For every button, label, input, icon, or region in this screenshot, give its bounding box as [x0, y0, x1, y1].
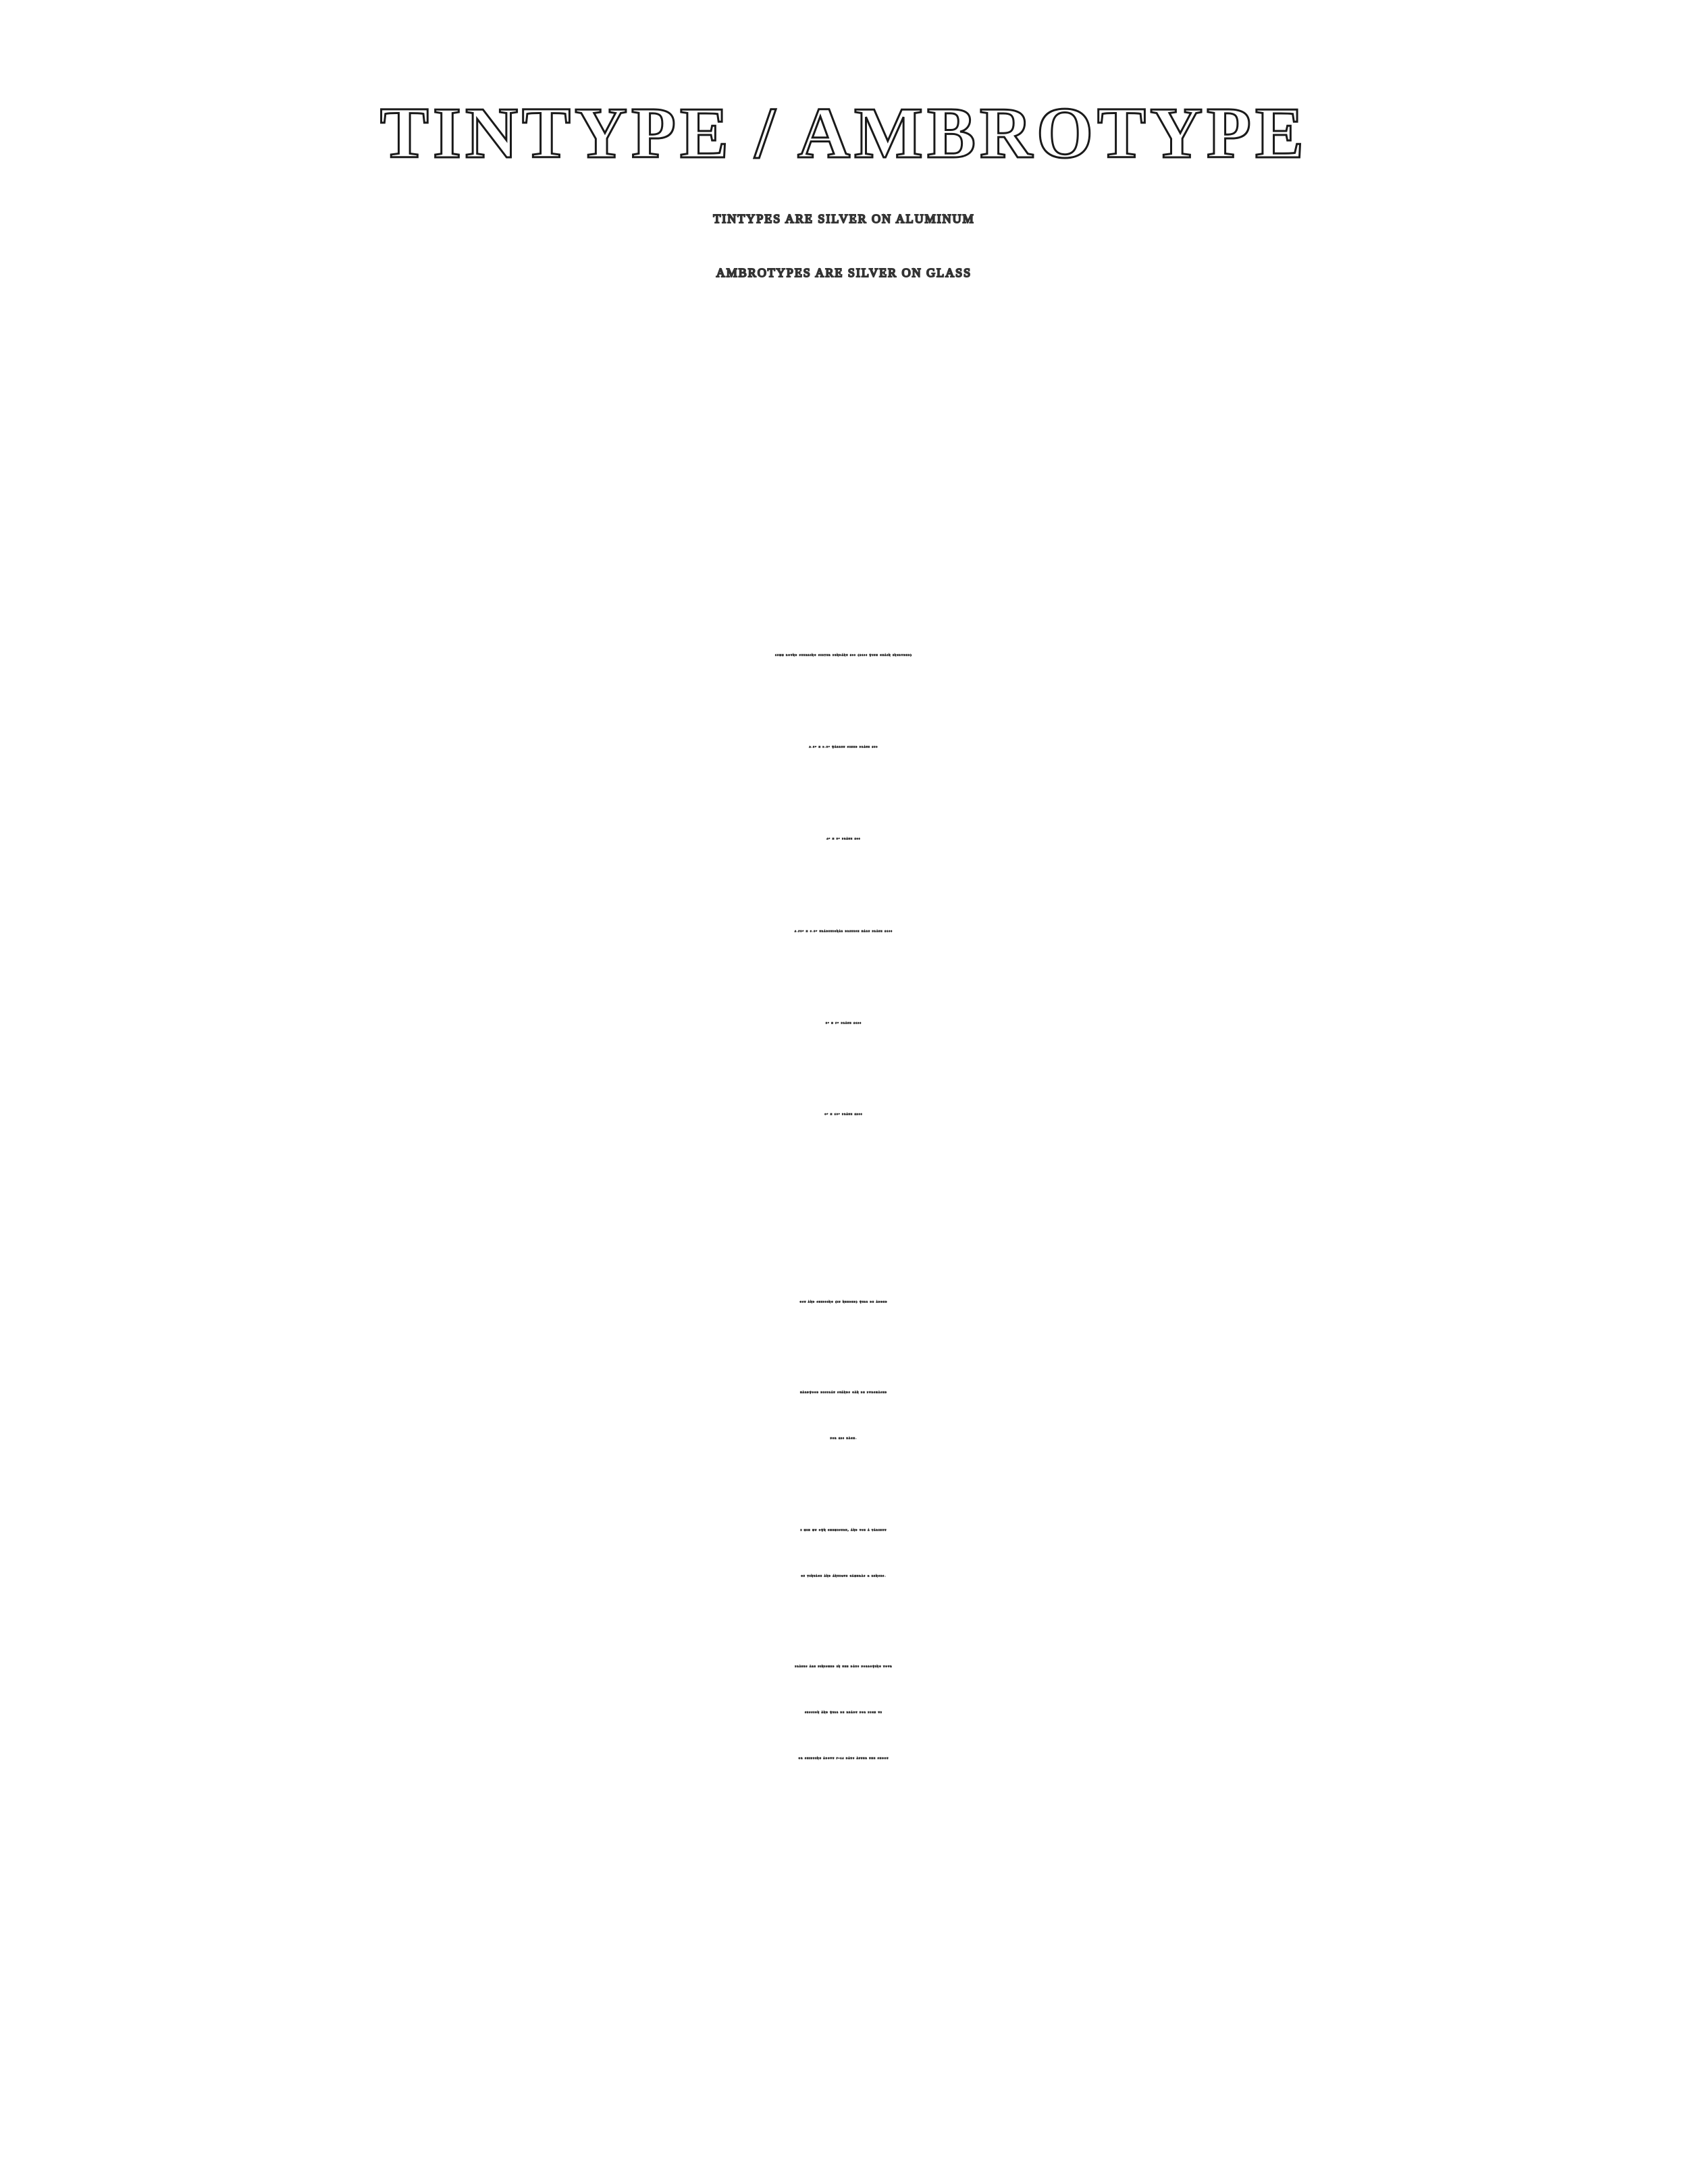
price-item-4x5: 4” X 5” PLATE $80 — [826, 838, 862, 840]
cell-phone — [0, 2016, 1688, 2059]
intro-text — [0, 419, 1688, 462]
note-chemistry-line2: OF VINTAGE AND ANTIQUE CAMERAS & LENSES. — [801, 1576, 887, 1577]
price-item-8x10: 8” X 10” PLATE $200 — [824, 1114, 864, 1115]
subtitle-ambrotype: AMBROTYPES ARE SILVER ON GLASS — [716, 266, 972, 279]
note-stands-line2: FOR $20 EACH. — [830, 1438, 858, 1439]
business-name — [0, 1850, 1688, 1893]
email-link[interactable] — [0, 1961, 1688, 2004]
price-item-wallet: 2.5” X 3.5” WALLET SIZED PLATE $50 — [810, 747, 878, 748]
website-link[interactable] — [0, 1905, 1688, 1948]
note-chemistry-line1: I MIX MY OWN CHEMISTRY, AND USE A VARIETY — [801, 1530, 887, 1531]
note-gst: GST AND SHIPPING (IF NEEDED) WILL BE ADDED — [800, 1302, 888, 1303]
note-plates-line2: SESSION AND WILL BE READY FOR PICK UP — [805, 1712, 883, 1713]
price-item-pendant: 15MM ROUND STERLING SILVER PENDANT $80 ($130 WITH CHAIN INCLUDED) — [775, 655, 913, 656]
price-item-5x7: 5” X 7” PLATE $130 — [826, 1023, 862, 1024]
note-stands-line1: HARDWOOD DISPLAY STANDS CAN BE PURCHASED — [800, 1392, 888, 1393]
price-item-half-plate: 4.75” X 6.5” TRADITIONAL BRITISH HALF PLATE $100 — [795, 931, 893, 932]
note-plates-line1: PLATES ARE FINISHED IN THE DAYS FOLLOWING YOUR — [795, 1666, 893, 1668]
page-title: TINTYPE / AMBROTYPE — [379, 93, 1309, 174]
note-plates-line3: OR SHIPPING ABOUT 7-14 DAYS AFTER THE SHOOT — [799, 1758, 889, 1759]
subtitle-tintype: TINTYPES ARE SILVER ON ALUMINUM — [713, 212, 975, 225]
